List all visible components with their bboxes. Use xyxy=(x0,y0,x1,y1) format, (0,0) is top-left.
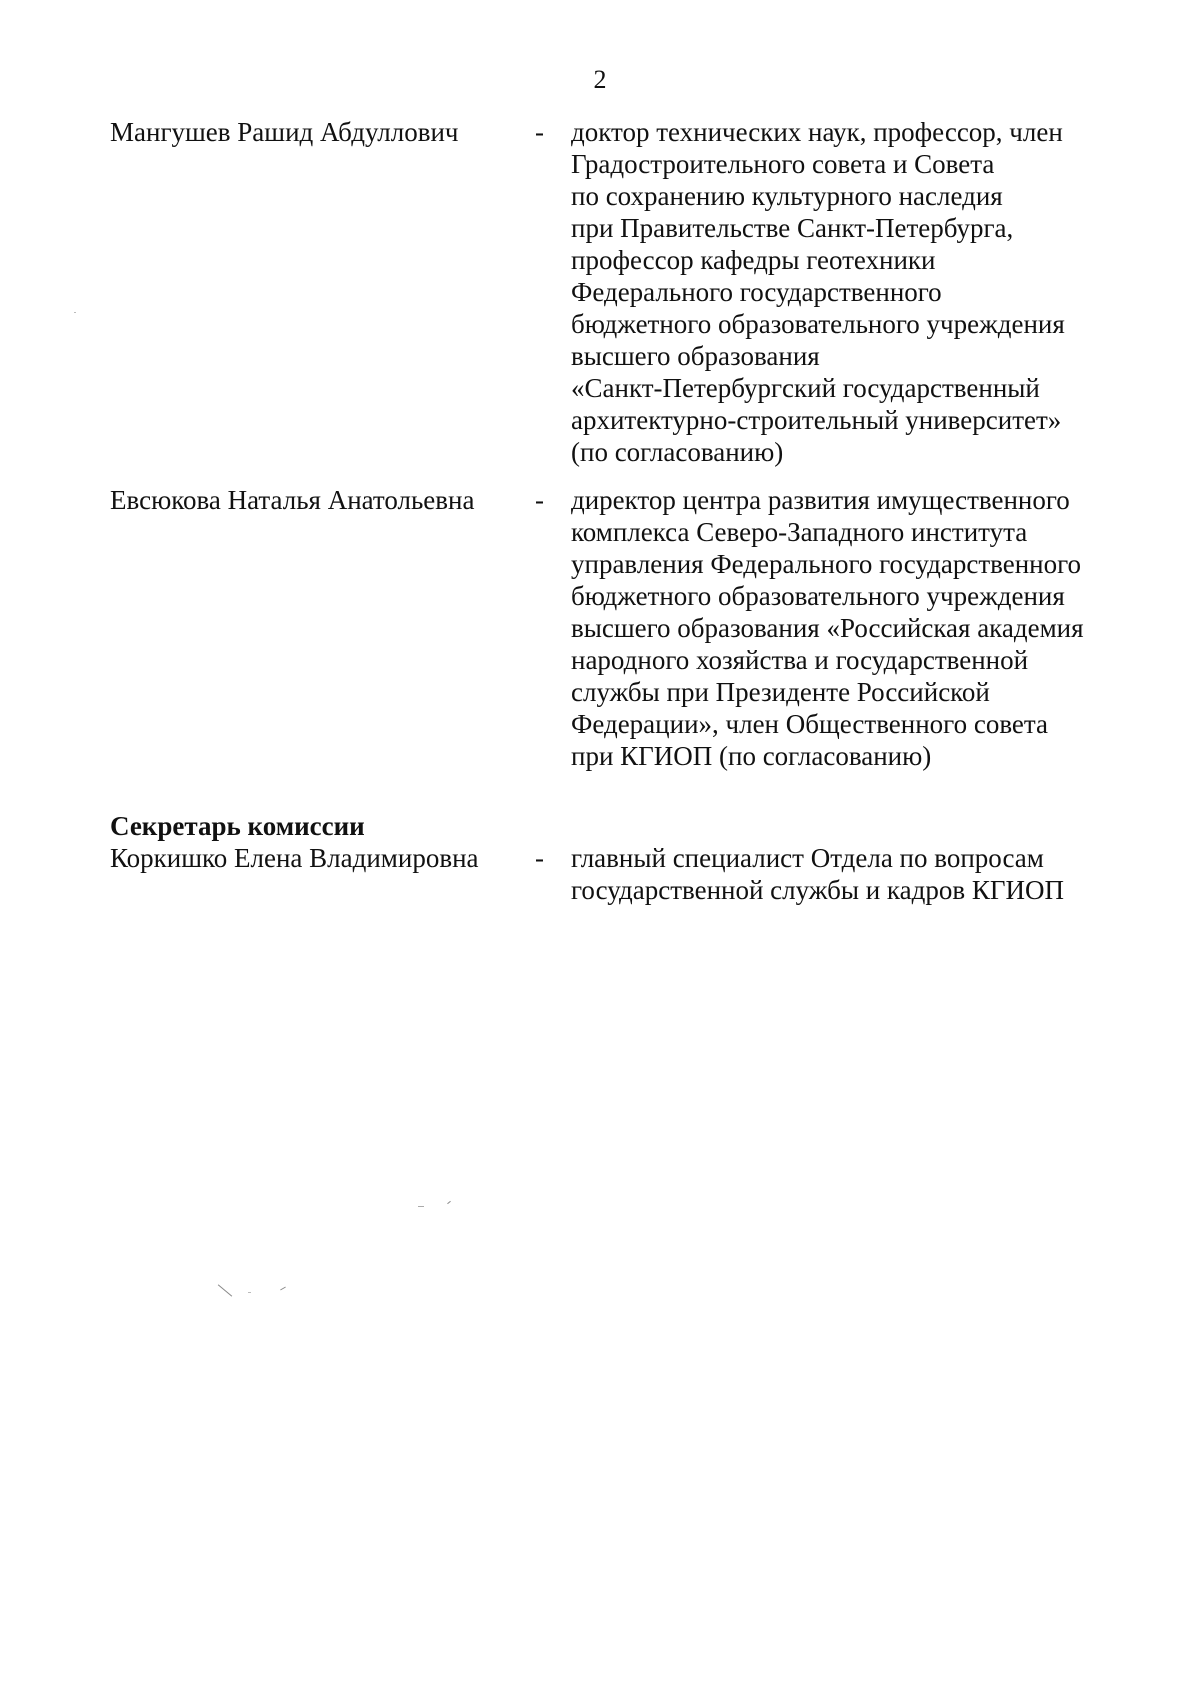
description-line: народного хозяйства и государственной xyxy=(571,645,1029,675)
secretary-name: Коркишко Елена Владимировна xyxy=(110,843,479,873)
entry-dash: - xyxy=(535,117,544,147)
secretary-description xyxy=(571,842,1131,906)
scan-mark xyxy=(248,1292,251,1293)
description-line: при КГИОП (по согласованию) xyxy=(571,741,932,771)
description-line: профессор кафедры геотехники xyxy=(571,245,936,275)
scan-mark xyxy=(280,1287,286,1291)
description-line: «Санкт-Петербургский государственный xyxy=(571,373,1040,403)
page-number: 2 xyxy=(593,65,607,94)
description-line: комплекса Северо-Западного института xyxy=(571,517,1028,547)
scan-mark xyxy=(418,1206,424,1207)
member-name: Мангушев Рашид Абдуллович xyxy=(110,117,459,147)
member-description xyxy=(571,484,1131,772)
scan-mark xyxy=(74,312,76,313)
secretary-heading: Секретарь комиссии xyxy=(110,811,365,841)
description-line: директор центра развития имущественного xyxy=(571,485,1070,515)
description-line: государственной службы и кадров КГИОП xyxy=(571,875,1064,905)
member-name: Евсюкова Наталья Анатольевна xyxy=(110,485,475,515)
description-line: по сохранению культурного наследия xyxy=(571,181,1003,211)
description-line: бюджетного образовательного учреждения xyxy=(571,581,1065,611)
member-description xyxy=(571,116,1131,468)
entry-dash: - xyxy=(535,485,544,515)
description-line: высшего образования «Российская академия xyxy=(571,613,1084,643)
description-line: Градостроительного совета и Совета xyxy=(571,149,995,179)
description-line: при Правительстве Санкт-Петербурга, xyxy=(571,213,1014,243)
description-line: Федерального государственного xyxy=(571,277,942,307)
description-line: высшего образования xyxy=(571,341,820,371)
description-line: службы при Президенте Российской xyxy=(571,677,990,707)
scan-mark xyxy=(447,1201,451,1204)
description-line: доктор технических наук, профессор, член xyxy=(571,117,1063,147)
entry-dash: - xyxy=(535,843,544,873)
description-line: главный специалист Отдела по вопросам xyxy=(571,843,1044,873)
scan-mark xyxy=(218,1284,232,1296)
description-line: архитектурно-строительный университет» xyxy=(571,405,1062,435)
description-line: Федерации», член Общественного совета xyxy=(571,709,1049,739)
description-line: (по согласованию) xyxy=(571,437,784,467)
description-line: бюджетного образовательного учреждения xyxy=(571,309,1065,339)
description-line: управления Федерального государственного xyxy=(571,549,1082,579)
